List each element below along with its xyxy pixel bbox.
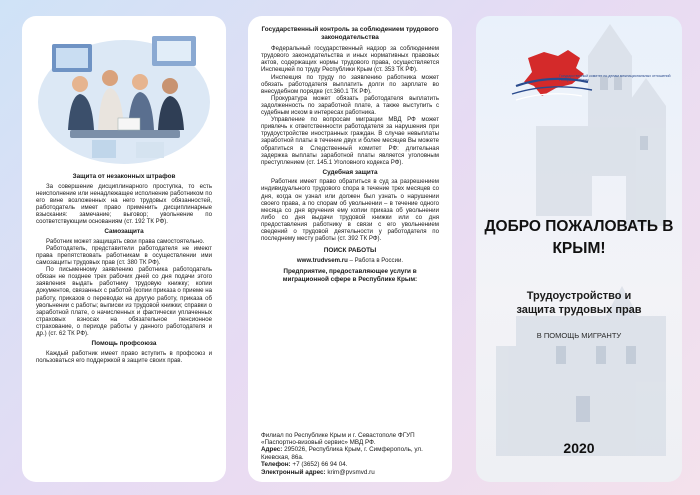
section-title-court: Судебная защита bbox=[322, 168, 378, 176]
section-title-union: Помощь профсоюза bbox=[91, 340, 157, 348]
panel-left bbox=[22, 16, 226, 482]
section-text-union: Каждый работник имеет право вступить в профсоюз и пользоваться его поддержкой в защите своих прав. bbox=[36, 349, 212, 364]
paragraph: Работник может защищать свои права самостоятельно. bbox=[46, 237, 205, 245]
phone-value: +7 (3652) 66 94 04. bbox=[290, 461, 348, 469]
section-title-control: Государственный контроль за соблюдением трудового законодательства bbox=[261, 26, 439, 41]
section-text-court: Работник имеет право обратиться в суд за разрешением индивидуального трудового спора в течение трех месяцев со дня, когда он узнал или должен был узнать о нарушении своего права, а по спорам об увольнении – в течение одного месяца со дня вручения ему копии приказа об увольнении либо со дня выдачи трудовой книжки или со дня предоставления работнику в связи с его увольнением сведений о трудовой деятельности у работодателя по последнему месту работы (ст. 392 ТК РФ). bbox=[261, 178, 439, 243]
cover-year: 2020 bbox=[563, 440, 595, 456]
paragraph: Инспекция по труду по заявлению работника может обязать работодателя выплатить долги по зарплате во внесудебном порядке (ст.360.1 ТК РФ). bbox=[261, 73, 439, 95]
section-text-fines: За совершение дисциплинарного проступка, то есть неисполнение или ненадлежащее исполнение работником по его вине возложенных на него трудовых обязанностей, работодатель имеет право применить дисциплинарные взыскания: замечание; выговор; увольнение по соответствующим основаниям (ст. 192 ТК РФ). bbox=[36, 182, 212, 226]
section-title-self-defense: Самозащита bbox=[104, 228, 144, 236]
email-label: Электронный адрес: bbox=[261, 468, 326, 476]
phone-label: Телефон: bbox=[261, 461, 291, 469]
panel-cover bbox=[476, 16, 682, 482]
job-site-link[interactable]: www.trudvsem.ru bbox=[296, 256, 348, 264]
paragraph: Федеральный государственный надзор за соблюдением трудового законодательства и иных нормативных правовых актов, содержащих нормы трудового права, осуществляется Инспекцией по труду Республики Крым (ст. 353 ТК РФ). bbox=[261, 45, 439, 74]
contacts-block bbox=[248, 432, 452, 476]
address-label: Адрес: bbox=[261, 446, 283, 454]
section-title-fines: Защита от незаконных штрафов bbox=[72, 173, 176, 180]
cover-subtitle-line1: Трудоустройство и bbox=[526, 290, 632, 302]
people-icon bbox=[32, 22, 216, 170]
job-site-suffix: – Работа в России. bbox=[347, 256, 404, 264]
email-value[interactable]: krim@pvsmvd.ru bbox=[325, 468, 375, 476]
paragraph: Прокуратура может обязать работодателя выплатить задолженность по заработной плате, а также выступить с судебным иском в интересах работника. bbox=[261, 94, 439, 117]
cover-subtitle-line2: защита трудовых прав bbox=[516, 304, 642, 316]
org-name: Филиал по Республике Крым и г. Севастополе ФГУП «Паспортно-визовый сервис» МВД РФ. bbox=[261, 431, 415, 446]
cover-title-line2: КРЫМ! bbox=[552, 240, 606, 257]
cover-tagline: В ПОМОЩЬ МИГРАНТУ bbox=[536, 331, 622, 340]
logo-text: Государственный комитет по делам межнациональных отношений Республики Крым bbox=[559, 74, 671, 83]
address-value: 295026, Республика Крым, г. Симферополь, ул. Киевская, 86а. bbox=[261, 446, 423, 461]
paragraph: Работодатель, представители работодателя не имеют права препятствовать работникам в осуществлении ими самозащиты трудовых прав (ст. 380 ТК РФ). bbox=[36, 244, 212, 267]
paragraph: Управление по вопросам миграции МВД РФ может привлечь к ответственности работодателя за нарушения при трудоустройстве иностранных граждан. В случае невыплаты заработной платы в течение двух и более месяцев Вы можете обратиться в Следственный комитет РФ: длительная задержка выплаты заработной платы является уголовным преступлением (ст. 145.1 Уголовного кодекса РФ). bbox=[261, 116, 439, 166]
office-people-illustration bbox=[32, 22, 216, 170]
section-title-migration-services: Предприятие, предоставляющее услуги в миграционной сфере в Республике Крым: bbox=[282, 267, 418, 283]
panel-middle bbox=[248, 16, 452, 482]
section-title-job-search: ПОИСК РАБОТЫ bbox=[323, 247, 377, 255]
cover-title-line1: ДОБРО ПОЖАЛОВАТЬ В bbox=[484, 218, 674, 235]
paragraph: По письменному заявлению работника работодатель обязан не позднее трех рабочих дней со дня подачи этого заявления выдать работнику трудовую книжку; копии документов, связанных с работой (копии приказа о приеме на работу, приказов о переводах на другую работу, приказа об увольнении с работы; выписки из трудовой книжки; справки о заработной плате, о начисленных и фактически уплаченных страховых взносах на обязательное пенсионное страхование, о периоде работы у данного работодателя и др.) (ст. 62 ТК РФ). bbox=[36, 266, 212, 337]
